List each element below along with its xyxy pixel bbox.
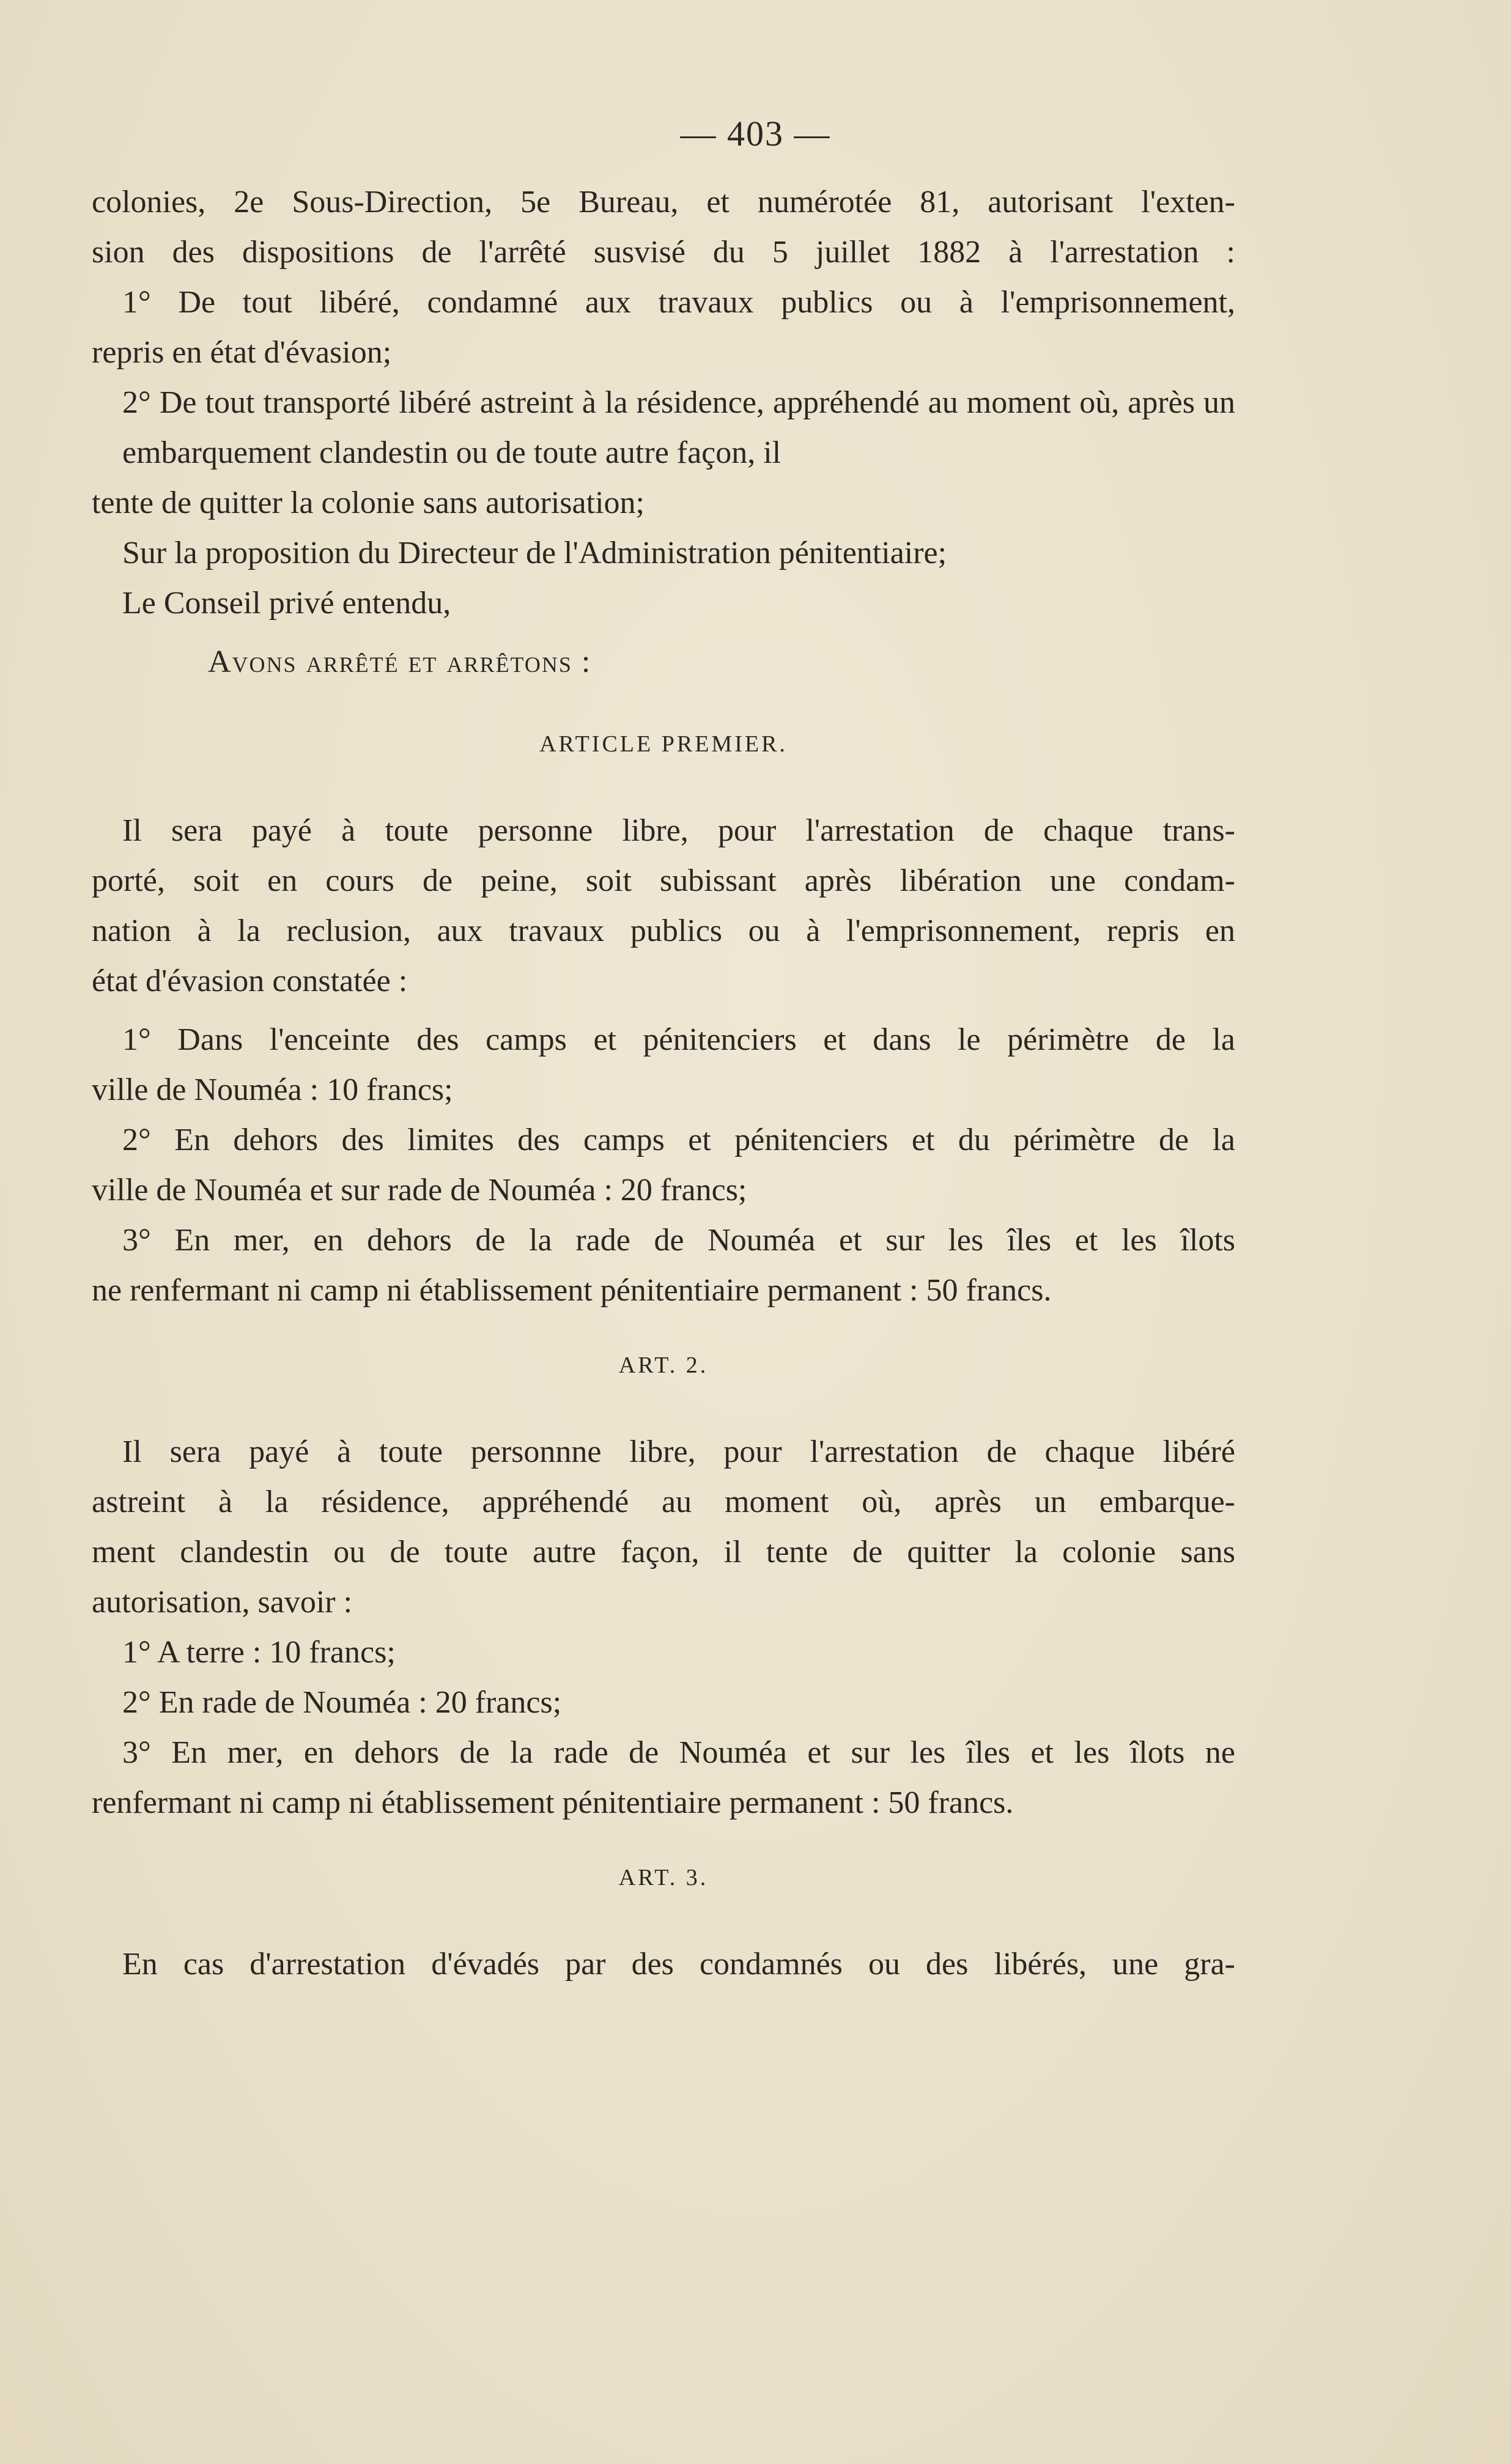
text-line: Le Conseil privé entendu,: [122, 586, 451, 621]
text-line: repris en état d'évasion;: [92, 335, 392, 370]
text-paragraph: 2° De tout transporté libéré astreint à la résidence, appréhendé au moment où, après un embarquement clandestin ou de toute autre façon, il: [122, 385, 1235, 470]
text-line: tente de quitter la colonie sans autorisation;: [92, 485, 645, 520]
text-line: porté, soit en cours de peine, soit subissant après libération une condam-: [92, 863, 1235, 898]
text-line: Il sera payé à toute personnne libre, pour l'arrestation de chaque libéré: [122, 1434, 1235, 1469]
text-line: sion des dispositions de l'arrêté susvisé du 5 juillet 1882 à l'arrestation :: [92, 235, 1235, 270]
article-heading: ART. 3.: [618, 1865, 709, 1890]
text-line: 1° De tout libéré, condamné aux travaux publics ou à l'emprisonnement,: [122, 285, 1235, 320]
list-item: 3° En mer, en dehors de la rade de Nouméa et sur les îles et les îlots: [122, 1223, 1235, 1258]
text-line: Sur la proposition du Directeur de l'Administration pénitentiaire;: [122, 536, 947, 570]
article-heading: ART. 2.: [618, 1352, 709, 1378]
list-item-continuation: ville de Nouméa : 10 francs;: [92, 1072, 453, 1107]
page-number: — 403 —: [680, 114, 831, 153]
list-item: 1° Dans l'enceinte des camps et pénitenciers et dans le périmètre de la: [122, 1022, 1235, 1057]
text-line: ment clandestin ou de toute autre façon, il tente de quitter la colonie sans: [92, 1535, 1235, 1570]
body-text: [92, 177, 1235, 1990]
text-line: colonies, 2e Sous-Direction, 5e Bureau, et numérotée 81, autorisant l'exten-: [92, 185, 1235, 219]
text-line: Il sera payé à toute personne libre, pour l'arrestation de chaque trans-: [122, 813, 1235, 848]
list-item-continuation: renfermant ni camp ni établissement pénitentiaire permanent : 50 francs.: [92, 1785, 1014, 1820]
list-item: 1° A terre : 10 francs;: [122, 1635, 396, 1670]
list-item: 2° En dehors des limites des camps et pénitenciers et du périmètre de la: [122, 1123, 1235, 1157]
list-item-continuation: ne renfermant ni camp ni établissement pénitentiaire permanent : 50 francs.: [92, 1273, 1052, 1308]
decree-heading: Avons arrêté et arrêtons :: [208, 644, 592, 679]
text-line: nation à la reclusion, aux travaux publics ou à l'emprisonnement, repris en: [92, 913, 1235, 948]
list-item: 3° En mer, en dehors de la rade de Nouméa et sur les îles et les îlots ne: [122, 1735, 1235, 1770]
list-item: 2° En rade de Nouméa : 20 francs;: [122, 1685, 562, 1720]
text-line: astreint à la résidence, appréhendé au moment où, après un embarque-: [92, 1485, 1235, 1519]
article-heading: ARTICLE PREMIER.: [539, 731, 788, 757]
text-line: état d'évasion constatée :: [92, 964, 408, 998]
text-line: autorisation, savoir :: [92, 1585, 353, 1620]
text-line: En cas d'arrestation d'évadés par des condamnés ou des libérés, une gra-: [122, 1947, 1235, 1982]
list-item-continuation: ville de Nouméa et sur rade de Nouméa : 20 francs;: [92, 1173, 747, 1208]
